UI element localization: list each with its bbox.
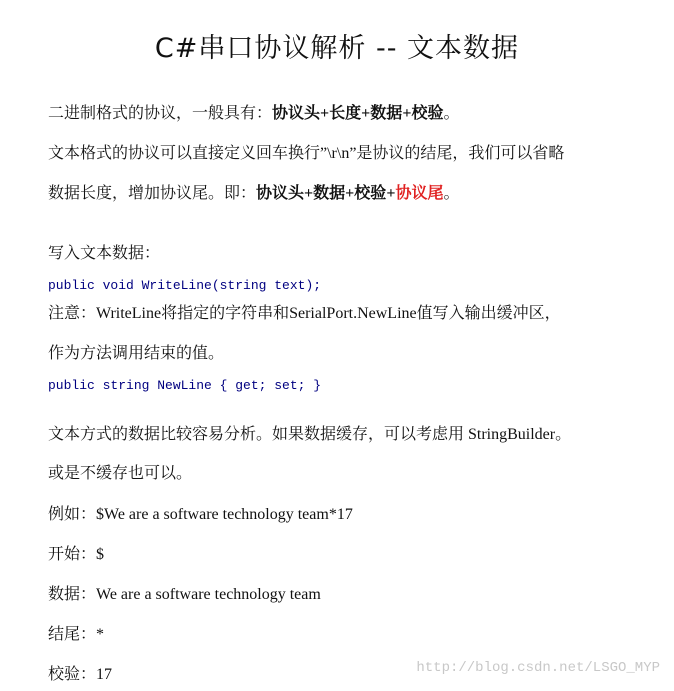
analysis-line-1: 文本方式的数据比较容易分析。如果数据缓存，可以考虑用 StringBuilder。	[48, 426, 572, 443]
end-line: 结尾：*	[48, 626, 105, 643]
analysis-line-2: 或是不缓存也可以。	[48, 465, 193, 482]
text-protocol-line-2	[48, 184, 459, 204]
example-line: 例如：$We are a software technology team*17	[48, 506, 353, 523]
note-line-1: 注意：WriteLine将指定的字符串和SerialPort.NewLine值写入输出缓冲区，	[48, 305, 561, 322]
plus-sign: +	[386, 185, 396, 202]
text-part-header: 协议头	[256, 185, 305, 202]
code-newline: public string NewLine { get; set; }	[48, 378, 322, 393]
text-protocol-prefix: 数据长度，增加协议尾。即：	[48, 185, 257, 202]
plus-sign: +	[345, 185, 355, 202]
watermark: http://blog.csdn.net/LSGO_MYP	[416, 660, 660, 676]
write-section-heading: 写入文本数据：	[48, 245, 161, 262]
plus-sign: +	[304, 185, 314, 202]
period: 。	[443, 105, 460, 122]
binary-protocol-line	[48, 104, 459, 124]
start-line: 开始：$	[48, 546, 105, 563]
note-line-2: 作为方法调用结束的值。	[48, 345, 225, 362]
binary-part-checksum: 校验	[411, 105, 444, 122]
text-part-data: 数据	[313, 185, 346, 202]
text-part-tail: 协议尾	[395, 185, 444, 202]
plus-sign: +	[320, 105, 330, 122]
period: 。	[443, 185, 460, 202]
checksum-line: 校验：17	[48, 666, 113, 683]
binary-protocol-prefix: 二进制格式的协议，一般具有：	[48, 105, 273, 122]
binary-part-data: 数据	[370, 105, 403, 122]
data-line: 数据：We are a software technology team	[48, 586, 321, 603]
text-part-checksum: 校验	[354, 185, 387, 202]
page-title: C#串口协议解析 -- 文本数据	[154, 33, 520, 64]
binary-part-header: 协议头	[272, 105, 321, 122]
text-protocol-line-1: 文本格式的协议可以直接定义回车换行”\r\n”是协议的结尾，我们可以省略	[48, 145, 565, 162]
binary-part-length: 长度	[329, 105, 362, 122]
plus-sign: +	[361, 105, 371, 122]
plus-sign: +	[402, 105, 412, 122]
code-writeline: public void WriteLine(string text);	[48, 278, 322, 293]
